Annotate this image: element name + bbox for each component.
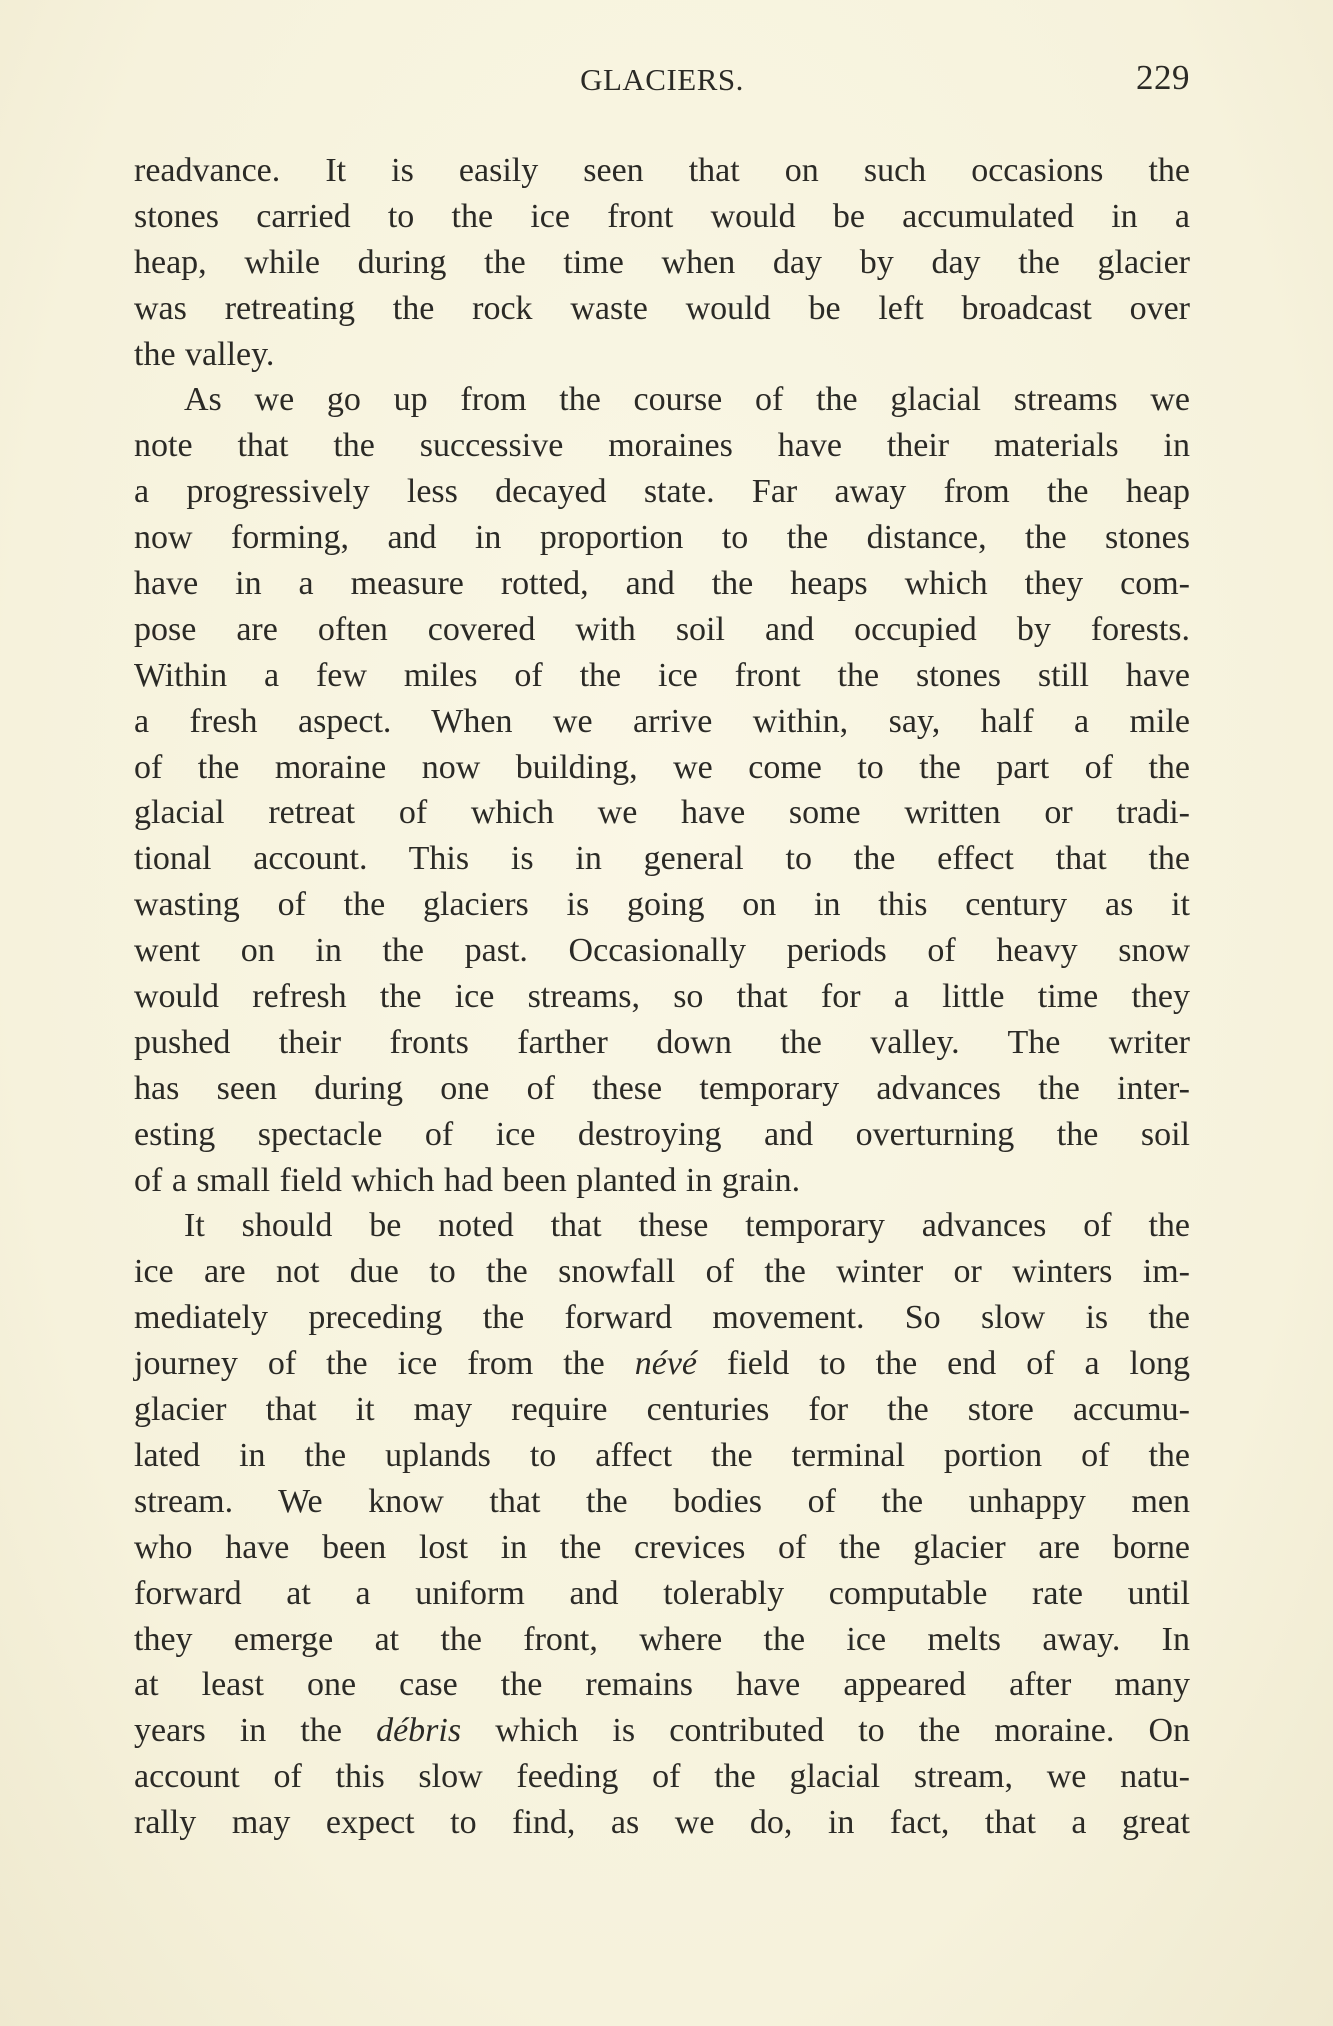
text-line (134, 1387, 1190, 1433)
line-text: glacial retreat of which we have some written or tradi- (134, 794, 1190, 832)
line-text: account of this slow feeding of the glacial stream, we natu- (134, 1758, 1190, 1796)
page-number: 229 (1136, 58, 1190, 97)
text-line (134, 286, 1190, 332)
text-line (134, 928, 1190, 974)
line-text: pose are often covered with soil and occupied by forests. (134, 610, 1190, 648)
text-line (134, 1203, 1190, 1249)
line-text: a fresh aspect. When we arrive within, say, half a mile (134, 702, 1190, 740)
italic-term: névé (634, 1345, 698, 1383)
text-line (134, 1479, 1190, 1525)
text-line (134, 882, 1190, 928)
text-line (134, 1341, 1190, 1387)
text-line (134, 240, 1190, 286)
text-line (134, 745, 1190, 791)
text-line (134, 1112, 1190, 1158)
text-line (134, 974, 1190, 1020)
text-line (134, 1525, 1190, 1571)
line-text: glacier that it may require centuries for the store accumu- (134, 1391, 1190, 1429)
running-title: GLACIERS. (580, 62, 744, 97)
text-line (134, 1249, 1190, 1295)
line-text: stream. We know that the bodies of the unhappy men (134, 1482, 1190, 1520)
text-line (134, 790, 1190, 836)
text-line (134, 1158, 1190, 1204)
line-text: of the moraine now building, we come to the part of the (134, 748, 1190, 786)
line-text: stones carried to the ice front would be accumulated in a (134, 197, 1190, 235)
text-line (134, 1800, 1190, 1846)
text-line (134, 607, 1190, 653)
text-line (134, 515, 1190, 561)
text-line (134, 148, 1190, 194)
line-text: they emerge at the front, where the ice melts away. In (134, 1620, 1190, 1658)
line-text: forward at a uniform and tolerably computable rate until (134, 1574, 1190, 1612)
line-text: was retreating the rock waste would be left broadcast over (134, 289, 1190, 327)
line-text: have in a measure rotted, and the heaps which they com- (134, 565, 1190, 603)
text-line (134, 699, 1190, 745)
line-text: rally may expect to find, as we do, in fact, that a great (134, 1804, 1190, 1842)
text-line (134, 1662, 1190, 1708)
text-line (134, 561, 1190, 607)
line-text: now forming, and in proportion to the distance, the stones (134, 519, 1190, 557)
line-text: As we go up from the course of the glacial streams we (184, 381, 1190, 419)
line-text: mediately preceding the forward movement. So slow is the (134, 1299, 1190, 1337)
text-line (134, 1754, 1190, 1800)
text-line (134, 1617, 1190, 1663)
line-text: years in the (134, 1712, 377, 1750)
text-line (134, 1295, 1190, 1341)
line-text: journey of the ice from the (134, 1345, 635, 1383)
text-line (134, 332, 1190, 378)
text-line (134, 836, 1190, 882)
line-text: note that the successive moraines have their materials in (134, 427, 1190, 465)
text-line (134, 469, 1190, 515)
line-text: went on in the past. Occasionally periods of heavy snow (134, 932, 1190, 970)
text-line (134, 377, 1190, 423)
line-text: esting spectacle of ice destroying and overturning the soil (134, 1115, 1190, 1153)
line-text: ice are not due to the snowfall of the winter or winters im- (134, 1253, 1190, 1291)
line-text: pushed their fronts farther down the valley. The writer (134, 1023, 1190, 1061)
text-line (134, 1020, 1190, 1066)
body-text (134, 148, 1190, 1846)
line-text: which is contributed to the moraine. On (461, 1712, 1191, 1750)
text-line (134, 653, 1190, 699)
line-text: would refresh the ice streams, so that for a little time they (134, 978, 1190, 1016)
line-text: wasting of the glaciers is going on in this century as it (134, 886, 1190, 924)
line-text: field to the end of a long (697, 1345, 1190, 1383)
line-text: heap, while during the time when day by day the glacier (134, 243, 1190, 281)
line-text: It should be noted that these temporary advances of the (184, 1207, 1190, 1245)
line-text: lated in the uplands to affect the terminal portion of the (134, 1436, 1190, 1474)
line-text: the valley. (134, 335, 275, 373)
text-line (134, 1433, 1190, 1479)
line-text: tional account. This is in general to the effect that the (134, 840, 1190, 878)
line-text: who have been lost in the crevices of the glacier are borne (134, 1528, 1190, 1566)
text-line (134, 194, 1190, 240)
line-text: a progressively less decayed state. Far away from the heap (134, 473, 1190, 511)
page-header (134, 56, 1190, 100)
line-text: has seen during one of these temporary advances the inter- (134, 1069, 1190, 1107)
line-text: at least one case the remains have appeared after many (134, 1666, 1190, 1704)
line-text: Within a few miles of the ice front the stones still have (134, 656, 1190, 694)
text-line (134, 1066, 1190, 1112)
line-text: of a small field which had been planted in grain. (134, 1161, 801, 1199)
line-text: readvance. It is easily seen that on such occasions the (134, 152, 1190, 189)
text-line (134, 1571, 1190, 1617)
text-line (134, 1708, 1190, 1754)
italic-term: débris (376, 1712, 462, 1750)
text-line (134, 423, 1190, 469)
